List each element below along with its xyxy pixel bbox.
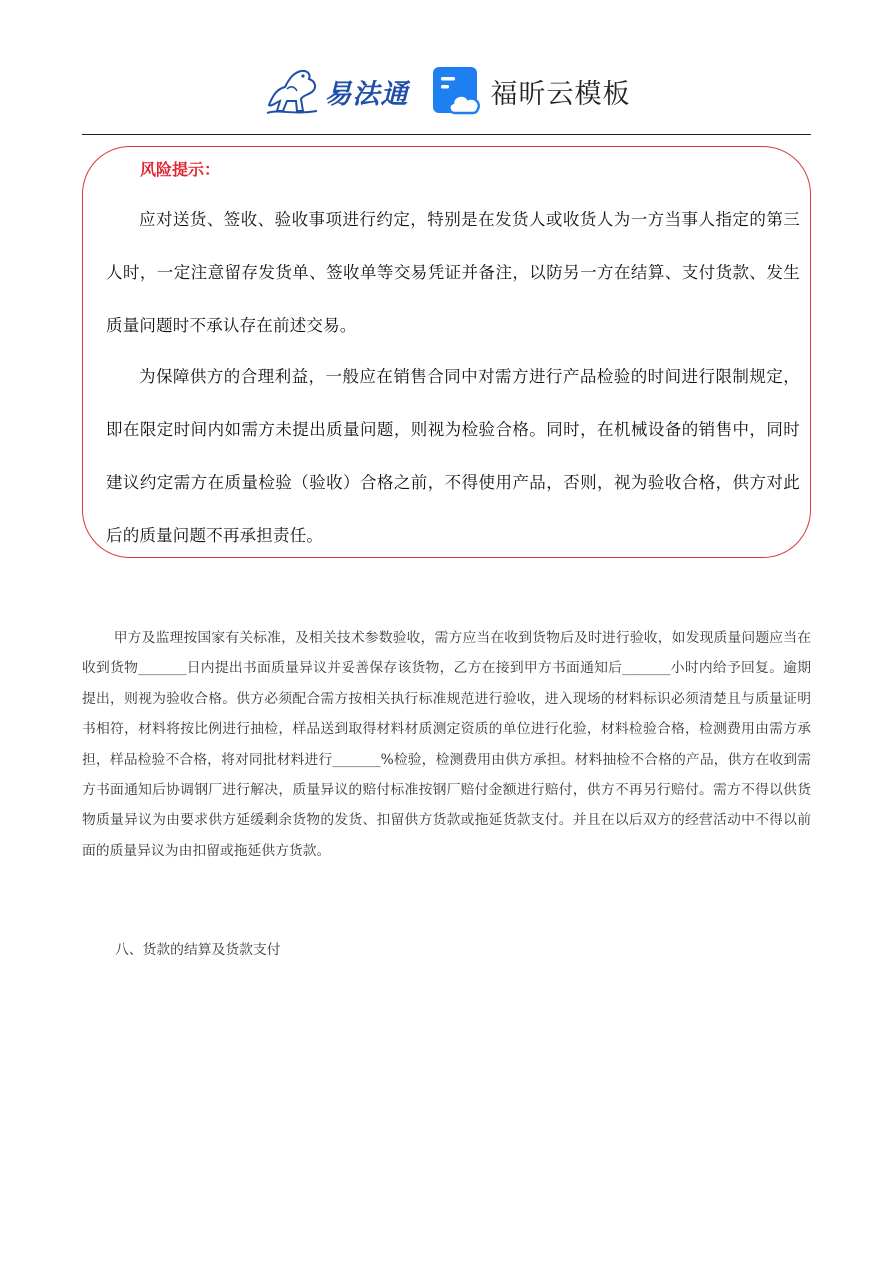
qilin-logo-icon: [263, 65, 321, 117]
header-divider: [82, 134, 811, 135]
brand-yifatong-text: 易法通: [324, 78, 409, 110]
foxit-cloud-logo-icon: [431, 65, 483, 117]
document-header: [0, 58, 893, 124]
risk-notice-paragraph: 应对送货、签收、验收事项进行约定，特别是在发货人或收货人为一方当事人指定的第三人时，一定注意留存发货单、签收单等交易凭证并备注，以防另一方在结算、支付货款、发生质量问题时不承认存在前述交易。: [106, 210, 800, 335]
brand-foxit-template-text: 福昕云模板: [490, 78, 631, 110]
section-heading: 八、货款的结算及货款支付: [115, 942, 281, 958]
brand-yifatong: [263, 65, 409, 117]
contract-clause-paragraph: 甲方及监理按国家有关标准，及相关技术参数验收，需方应当在收到货物后及时进行验收，如发现质量问题应当在收到货物_______日内提出书面质量异议并妥善保存该货物，乙方在接到甲方书面通知后_______小时内给予回复。逾期提出，则视为验收合格。供方必须配合需方按相关执行标准规范进行验收，进入现场的材料标识必须清楚且与质量证明书相符，材料将按比例进行抽检，样品送到取得材料材质测定资质的单位进行化验，材料检验合格，检测费用由需方承担，样品检验不合格，将对同批材料进行_______%检验，检测费用由供方承担。材料抽检不合格的产品，供方在收到需方书面通知后协调钢厂进行解决，质量异议的赔付标准按钢厂赔付金额进行赔付，供方不再另行赔付。需方不得以供货物质量异议为由要求供方延缓剩余货物的发货、扣留供方货款或拖延货款支付。并且在以后双方的经营活动中不得以前面的质量异议为由扣留或拖延供方货款。: [82, 630, 811, 859]
risk-notice-title: 风险提示：: [140, 160, 221, 179]
risk-notice-paragraph: 为保障供方的合理利益，一般应在销售合同中对需方进行产品检验的时间进行限制规定，即在限定时间内如需方未提出质量问题，则视为检验合格。同时，在机械设备的销售中，同时建议约定需方在质量检验（验收）合格之前，不得使用产品，否则，视为验收合格，供方对此后的质量问题不再承担责任。: [106, 367, 800, 545]
brand-foxit-template: [431, 65, 631, 117]
